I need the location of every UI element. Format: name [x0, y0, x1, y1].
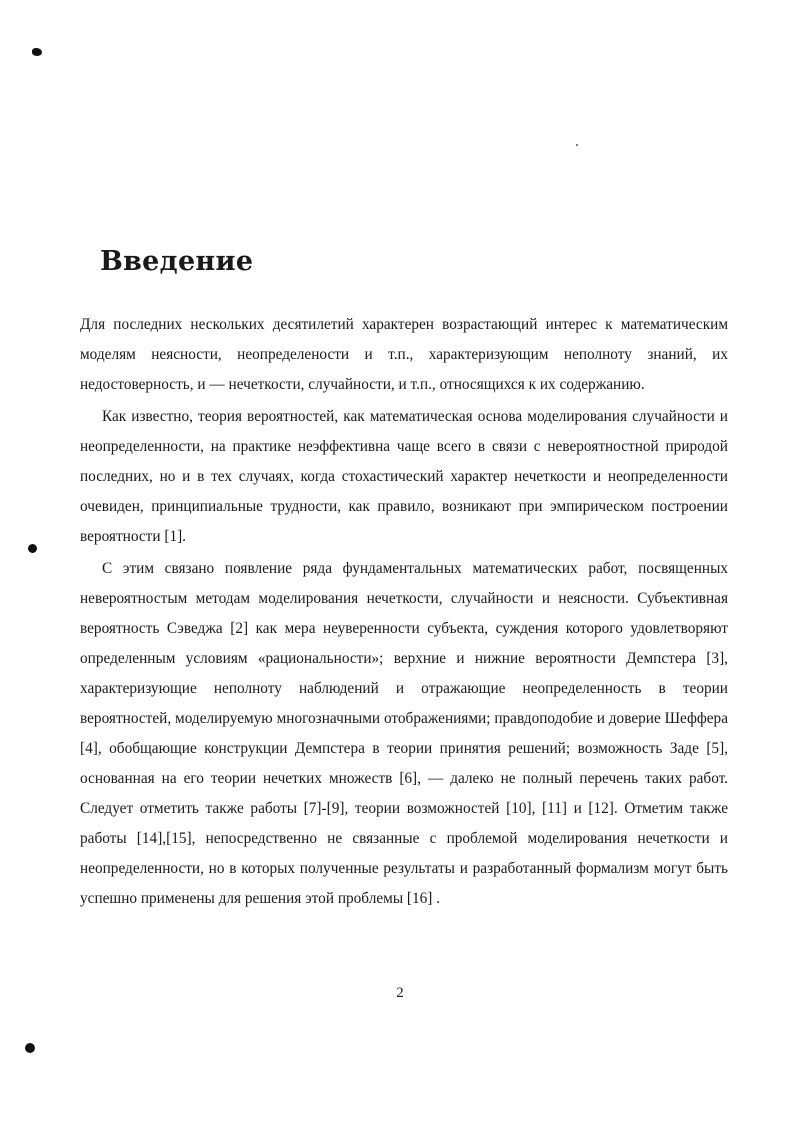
scan-speck [32, 48, 42, 56]
body-text [80, 310, 728, 916]
scan-speck [25, 1043, 35, 1053]
scan-speck [28, 544, 37, 553]
paragraph: С этим связано появление ряда фундаментальных математических работ, посвященных невероятностым методам моделирования нечеткости, случайности и неясности. Субъективная вероятность Сэведжа [2] как мера неуверенности субъекта, суждения которого удовлетворяют определенным условиям «рациональности»; верхние и нижние вероятности Демпстера [3], характеризующие неполноту наблюдений и отражающие неопределенность в теории вероятностей, моделируемую многозначными отображениями; правдоподобие и доверие Шеффера [4], обобщающие конструкции Демпстера в теории принятия решений; возможность Заде [5], основанная на его теории нечетких множеств [6], — далеко не полный перечень таких работ. Следует отметить также работы [7]-[9], теории возможностей [10], [11] и [12]. Отметим также работы [14],[15], непосредственно не связанные с проблемой моделирования нечеткости и неопределенности, но в которых полученные результаты и разработанный формализм могут быть успешно применены для решения этой проблемы [16] . [80, 560, 728, 907]
page-title: Введение [100, 246, 254, 277]
paragraph: Как известно, теория вероятностей, как математическая основа моделирования случайности и неопределенности, на практике неэффективна чаще всего в связи с невероятностной природой последних, но и в тех случаях, когда стохастический характер нечеткости и неопределенности очевиден, принципиальные трудности, как правило, возникают при эмпирическом построении вероятности [1]. [80, 408, 728, 545]
page-number: 2 [396, 985, 404, 1001]
scan-speck [576, 144, 578, 146]
paragraph: Для последних нескольких десятилетий характерен возрастающий интерес к математическим моделям неясности, неопределености и т.п., характеризующим неполноту знаний, их недостоверность, и — нечеткости, случайности, и т.п., относящихся к их содержанию. [80, 316, 728, 393]
